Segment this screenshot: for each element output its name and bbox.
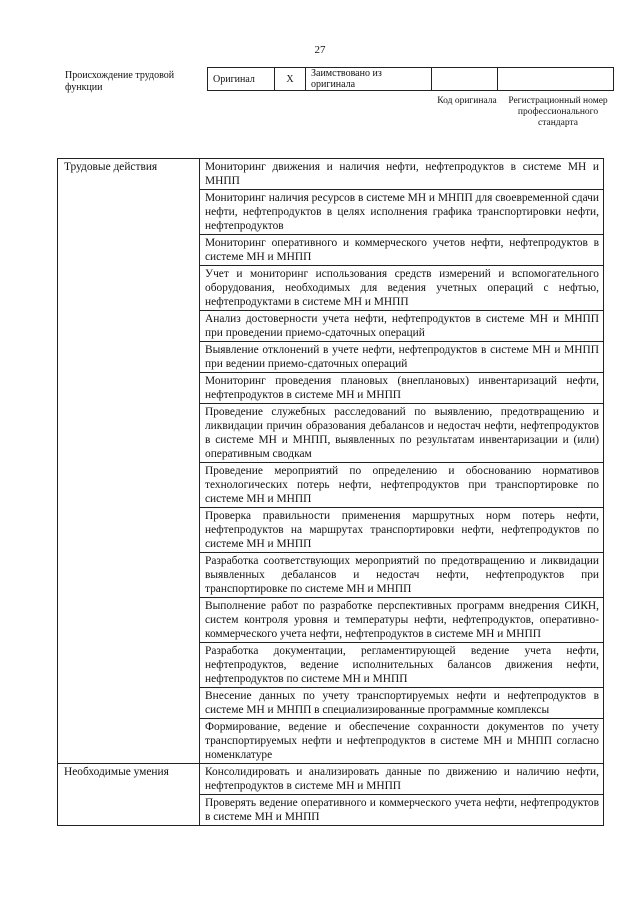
labor-action-item: Разработка соответствующих мероприятий по предотвращению и ликвидации выявленных дебалансов и недостач нефти, нефтепродуктов при транспортировке по системе МН и МНПП — [200, 553, 604, 598]
origin-label: Происхождение трудовой функции — [65, 70, 175, 93]
registration-caption: Регистрационный номер профессионального стандарта — [508, 96, 608, 128]
labor-action-item: Мониторинг наличия ресурсов в системе МН и МНПП для своевременной сдачи нефти, нефтепродуктов в целях исполнения графика транспортировки нефти, нефтепродуктов — [200, 190, 604, 235]
original-label: Оригинал — [208, 68, 275, 91]
required-skill-item: Проверять ведение оперативного и коммерческого учета нефти, нефтепродуктов в системе МН и МНПП — [200, 795, 604, 826]
function-table — [57, 158, 604, 826]
labor-action-item: Формирование, ведение и обеспечение сохранности документов по учету транспортируемых нефти и нефтепродуктов в системе МН и МНПП согласно номенклатуре — [200, 719, 604, 764]
labor-action-item: Учет и мониторинг использования средств измерений и вспомогательного оборудования, необходимых для ведения учетных операций с нефтью, нефтепродуктами в системе МН и МНПП — [200, 266, 604, 311]
labor-action-group-label: Трудовые действия — [58, 159, 200, 764]
code-caption: Код оригинала — [437, 96, 497, 106]
labor-action-item: Проверка правильности применения маршрутных норм потерь нефти, нефтепродуктов на маршрутах транспортировки нефти, нефтепродуктов по системе МН и МНПП — [200, 508, 604, 553]
labor-action-item: Мониторинг проведения плановых (внеплановых) инвентаризаций нефти, нефтепродуктов в системе МН и МНПП — [200, 373, 604, 404]
origin-table — [207, 67, 614, 91]
original-mark: X — [275, 68, 306, 91]
labor-action-item: Выполнение работ по разработке перспективных программ внедрения СИКН, систем контроля уровня и температуры нефти, нефтепродуктов, оперативно-коммерческого учета нефти, нефтепродуктов в системе МН и МНПП — [200, 598, 604, 643]
labor-action-item: Проведение служебных расследований по выявлению, предотвращению и ликвидации причин образования дебалансов и недостач нефти, нефтепродуктов в системе МН и МНПП, выявленных по результатам инвентаризации и (или) оперативным сводкам — [200, 404, 604, 463]
original-code-cell — [432, 68, 498, 91]
registration-number-cell — [498, 68, 614, 91]
page-number: 27 — [314, 44, 326, 56]
labor-action-item: Мониторинг оперативного и коммерческого учетов нефти, нефтепродуктов в системе МН и МНПП — [200, 235, 604, 266]
labor-action-item: Выявление отклонений в учете нефти, нефтепродуктов в системе МН и МНПП при ведении приемо-сдаточных операций — [200, 342, 604, 373]
required-skill-row — [58, 764, 604, 795]
labor-action-row — [58, 159, 604, 190]
labor-action-item: Проведение мероприятий по определению и обоснованию нормативов технологических потерь нефти, нефтепродуктов при транспортировке по системе МН и МНПП — [200, 463, 604, 508]
labor-action-item: Внесение данных по учету транспортируемых нефти и нефтепродуктов в системе МН и МНПП в специализированные программные комплексы — [200, 688, 604, 719]
labor-action-item: Разработка документации, регламентирующей ведение учета нефти, нефтепродуктов, ведение исполнительных балансов движения нефти, нефтепродуктов по системе МН и МНПП — [200, 643, 604, 688]
borrowed-label: Заимствовано из оригинала — [306, 68, 432, 91]
required-skill-group-label: Необходимые умения — [58, 764, 200, 826]
labor-action-item: Мониторинг движения и наличия нефти, нефтепродуктов в системе МН и МНПП — [200, 159, 604, 190]
labor-action-item: Анализ достоверности учета нефти, нефтепродуктов в системе МН и МНПП при проведении приемо-сдаточных операций — [200, 311, 604, 342]
required-skill-item: Консолидировать и анализировать данные по движению и наличию нефти, нефтепродуктов в системе МН и МНПП — [200, 764, 604, 795]
